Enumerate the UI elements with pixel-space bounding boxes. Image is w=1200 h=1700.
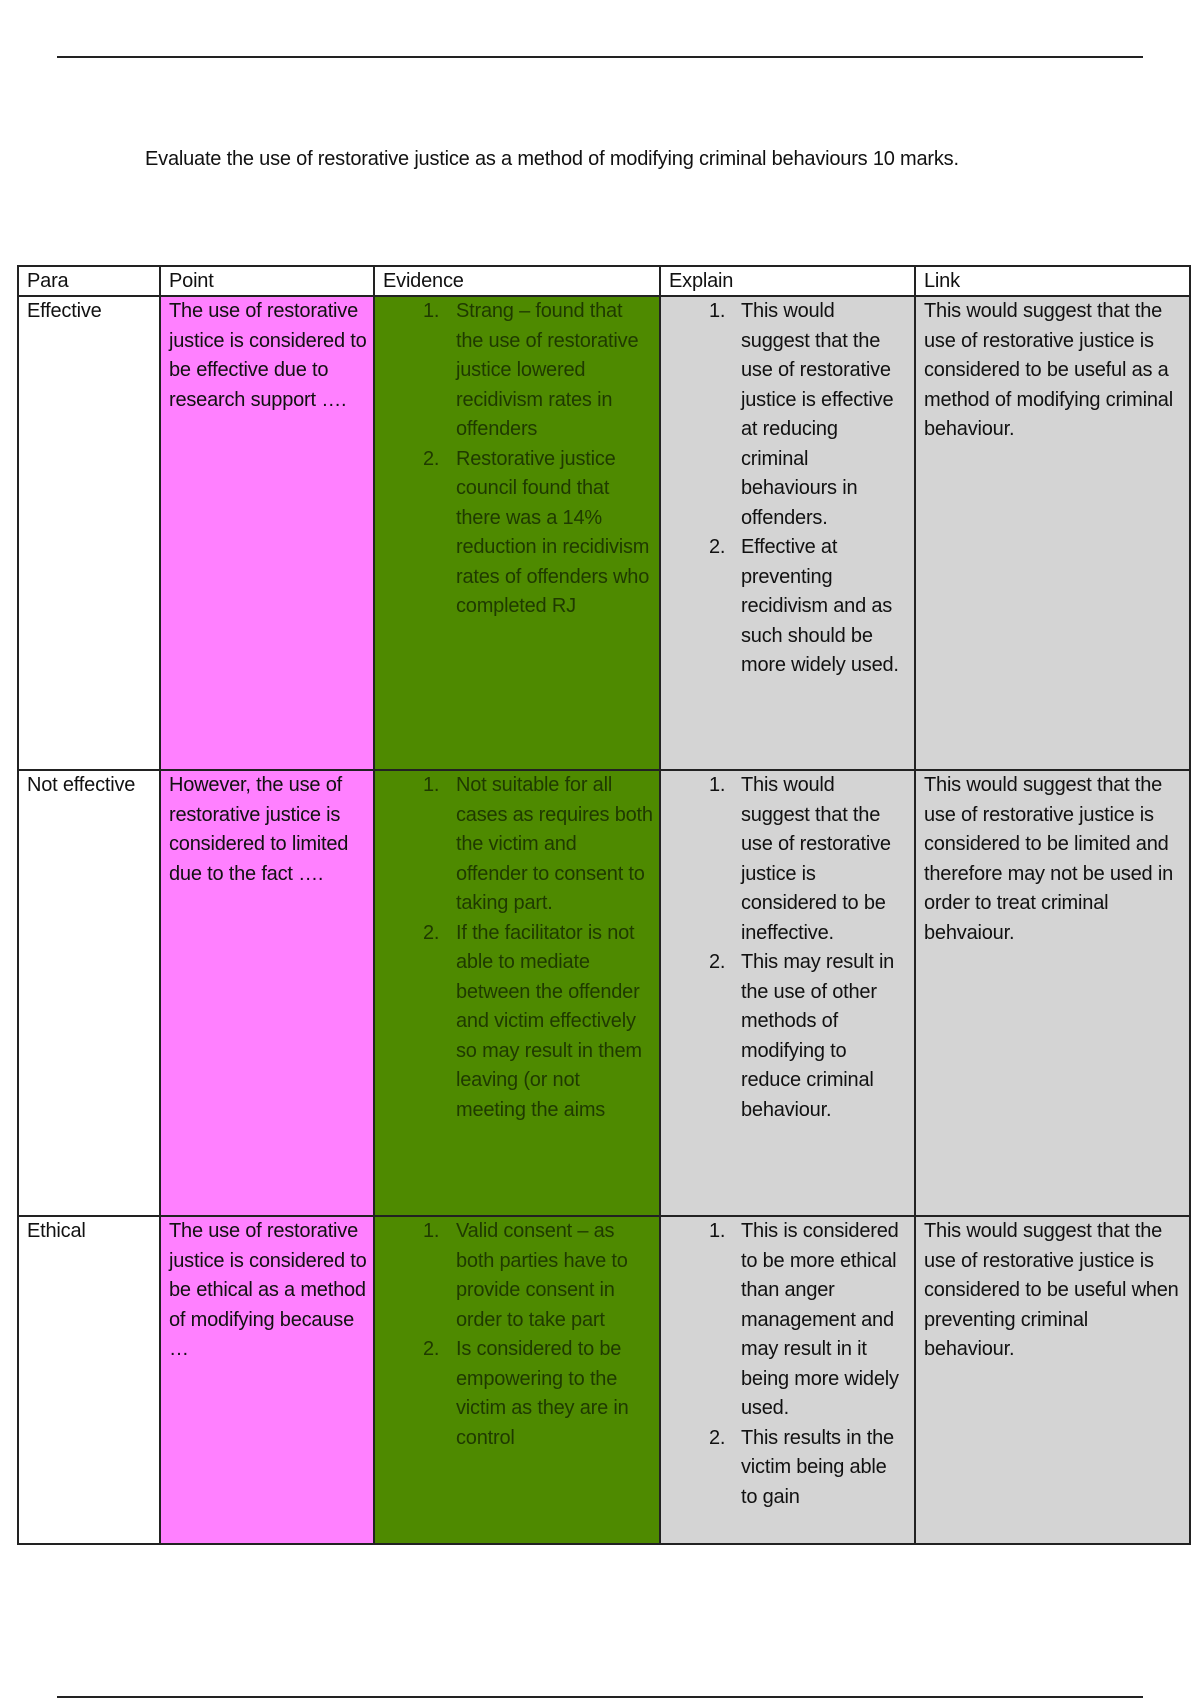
evidence-cell bbox=[374, 296, 660, 770]
point-cell: The use of restorative justice is considered to be effective due to research support …. bbox=[160, 296, 374, 770]
evidence-item: 1. Valid consent – as both parties have to provide consent in order to take part bbox=[423, 1220, 628, 1331]
evidence-text: Not suitable for all cases as requires both the victim and offender to consent to taking part. bbox=[456, 774, 653, 914]
evidence-text: Restorative justice council found that there was a 14% reduction in recidivism rates of offenders who completed RJ bbox=[456, 447, 650, 617]
explain-cell bbox=[660, 1216, 915, 1544]
table-row bbox=[18, 296, 1190, 770]
link-cell: This would suggest that the use of restorative justice is considered to be useful when preventing criminal behaviour. bbox=[915, 1216, 1190, 1544]
table-row bbox=[18, 770, 1190, 1216]
header-rule bbox=[57, 56, 1143, 58]
evidence-text: Valid consent – as both parties have to provide consent in order to take part bbox=[456, 1220, 628, 1331]
evidence-text: If the facilitator is not able to mediate between the offender and victim effectively so may result in them leaving (or not meeting the aims bbox=[456, 921, 642, 1121]
header-para: Para bbox=[18, 266, 160, 296]
evidence-item: 2. Is considered to be empowering to the victim as they are in control bbox=[423, 1338, 629, 1449]
explain-text: This would suggest that the use of restorative justice is considered to be ineffective. bbox=[741, 774, 891, 944]
explain-cell bbox=[660, 296, 915, 770]
header-point: Point bbox=[160, 266, 374, 296]
evidence-text: Is considered to be empowering to the victim as they are in control bbox=[456, 1338, 629, 1449]
point-cell: The use of restorative justice is considered to be ethical as a method of modifying because … bbox=[160, 1216, 374, 1544]
evidence-item: 1. Strang – found that the use of restorative justice lowered recidivism rates in offenders bbox=[423, 300, 639, 440]
table-header-row bbox=[18, 266, 1190, 296]
explain-cell bbox=[660, 770, 915, 1216]
explain-item: 1. This would suggest that the use of restorative justice is considered to be ineffective. bbox=[709, 774, 891, 944]
explain-text: This may result in the use of other methods of modifying to reduce criminal behaviour. bbox=[741, 951, 895, 1121]
question-prompt: Evaluate the use of restorative justice as a method of modifying criminal behaviours 10 marks. bbox=[145, 148, 959, 170]
explain-item: 2. This results in the victim being able to gain bbox=[709, 1426, 894, 1508]
explain-item: 1. This would suggest that the use of restorative justice is effective at reducing criminal behaviours in offenders. bbox=[709, 300, 894, 529]
footer-rule bbox=[57, 1696, 1143, 1698]
evidence-text: Strang – found that the use of restorative justice lowered recidivism rates in offenders bbox=[456, 300, 639, 440]
explain-text: Effective at preventing recidivism and as such should be more widely used. bbox=[741, 536, 899, 676]
evidence-list bbox=[383, 1217, 653, 1453]
para-cell: Ethical bbox=[18, 1216, 160, 1544]
para-cell: Effective bbox=[18, 296, 160, 770]
header-evidence: Evidence bbox=[374, 266, 660, 296]
evaluation-table bbox=[17, 265, 1191, 1545]
explain-text: This results in the victim being able to gain bbox=[741, 1426, 894, 1508]
point-cell: However, the use of restorative justice is considered to limited due to the fact …. bbox=[160, 770, 374, 1216]
evidence-cell bbox=[374, 1216, 660, 1544]
explain-list bbox=[669, 771, 908, 1125]
header-explain: Explain bbox=[660, 266, 915, 296]
explain-item: 1. This is considered to be more ethical than anger management and may result in it being more widely used. bbox=[709, 1220, 899, 1419]
evidence-item: 1. Not suitable for all cases as requires both the victim and offender to consent to taking part. bbox=[423, 774, 653, 914]
table-row bbox=[18, 1216, 1190, 1544]
explain-text: This is considered to be more ethical than anger management and may result in it being more widely used. bbox=[741, 1220, 899, 1419]
explain-item: 2. This may result in the use of other methods of modifying to reduce criminal behaviour. bbox=[709, 951, 895, 1121]
link-cell: This would suggest that the use of restorative justice is considered to be limited and therefore may not be used in order to treat criminal behvaiour. bbox=[915, 770, 1190, 1216]
explain-list bbox=[669, 1217, 908, 1512]
explain-text: This would suggest that the use of restorative justice is effective at reducing criminal behaviours in offenders. bbox=[741, 300, 894, 529]
explain-item: 2. Effective at preventing recidivism and as such should be more widely used. bbox=[709, 536, 899, 676]
evidence-item: 2. If the facilitator is not able to mediate between the offender and victim effectively so may result in them leaving (or not meeting the aims bbox=[423, 921, 642, 1121]
explain-list bbox=[669, 297, 908, 681]
evidence-list bbox=[383, 297, 653, 622]
para-cell: Not effective bbox=[18, 770, 160, 1216]
evidence-cell bbox=[374, 770, 660, 1216]
link-cell: This would suggest that the use of restorative justice is considered to be useful as a method of modifying criminal behaviour. bbox=[915, 296, 1190, 770]
header-link: Link bbox=[915, 266, 1190, 296]
evidence-list bbox=[383, 771, 653, 1125]
evidence-item: 2. Restorative justice council found that there was a 14% reduction in recidivism rates of offenders who completed RJ bbox=[423, 447, 650, 617]
